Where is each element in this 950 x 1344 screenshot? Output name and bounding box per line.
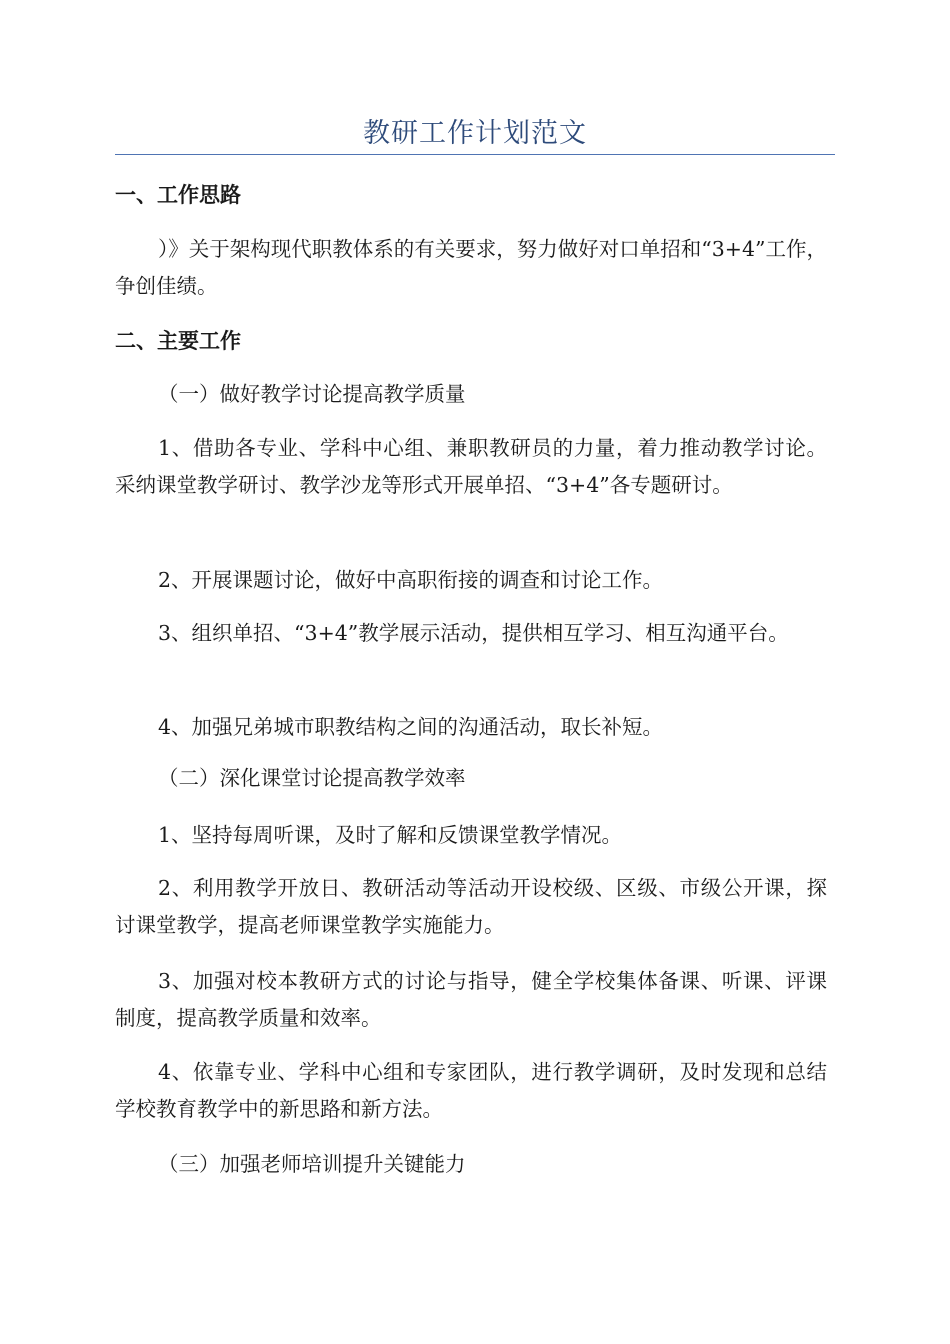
section-heading-work-approach: 一、工作思路 bbox=[115, 183, 241, 207]
list-item-1-3: 3、组织单招、“3+4”教学展示活动，提供相互学习、相互沟通平台。 bbox=[158, 621, 789, 645]
list-item-1-2: 2、开展课题讨论，做好中高职衔接的调查和讨论工作。 bbox=[158, 568, 664, 592]
document-title: 教研工作计划范文 bbox=[363, 118, 587, 149]
subsection-heading-1: （一）做好教学讨论提高教学质量 bbox=[158, 382, 466, 406]
title-underline bbox=[115, 154, 835, 155]
list-item-1-1: 1、借助各专业、学科中心组、兼职教研员的力量，着力推动教学讨论。采纳课堂教学研讨、教学沙龙等形式开展单招、“3+4”各专题研讨。 bbox=[115, 436, 827, 497]
section-heading-main-work: 二、主要工作 bbox=[115, 329, 241, 353]
subsection-heading-2: （二）深化课堂讨论提高教学效率 bbox=[158, 766, 466, 790]
list-item-2-3: 3、加强对校本教研方式的讨论与指导，健全学校集体备课、听课、评课制度，提高教学质量和效率。 bbox=[115, 969, 827, 1030]
list-item-2-1: 1、坚持每周听课，及时了解和反馈课堂教学情况。 bbox=[158, 823, 623, 847]
list-item-1-4: 4、加强兄弟城市职教结构之间的沟通活动，取长补短。 bbox=[158, 715, 664, 739]
subsection-heading-3: （三）加强老师培训提升关键能力 bbox=[158, 1152, 466, 1176]
list-item-2-2: 2、利用教学开放日、教研活动等活动开设校级、区级、市级公开课，探讨课堂教学，提高老师课堂教学实施能力。 bbox=[115, 876, 827, 937]
paragraph-work-approach: ）》关于架构现代职教体系的有关要求，努力做好对口单招和“3+4”工作，争创佳绩。 bbox=[115, 237, 827, 298]
list-item-2-4: 4、依靠专业、学科中心组和专家团队，进行教学调研，及时发现和总结学校教育教学中的新思路和新方法。 bbox=[115, 1060, 827, 1121]
